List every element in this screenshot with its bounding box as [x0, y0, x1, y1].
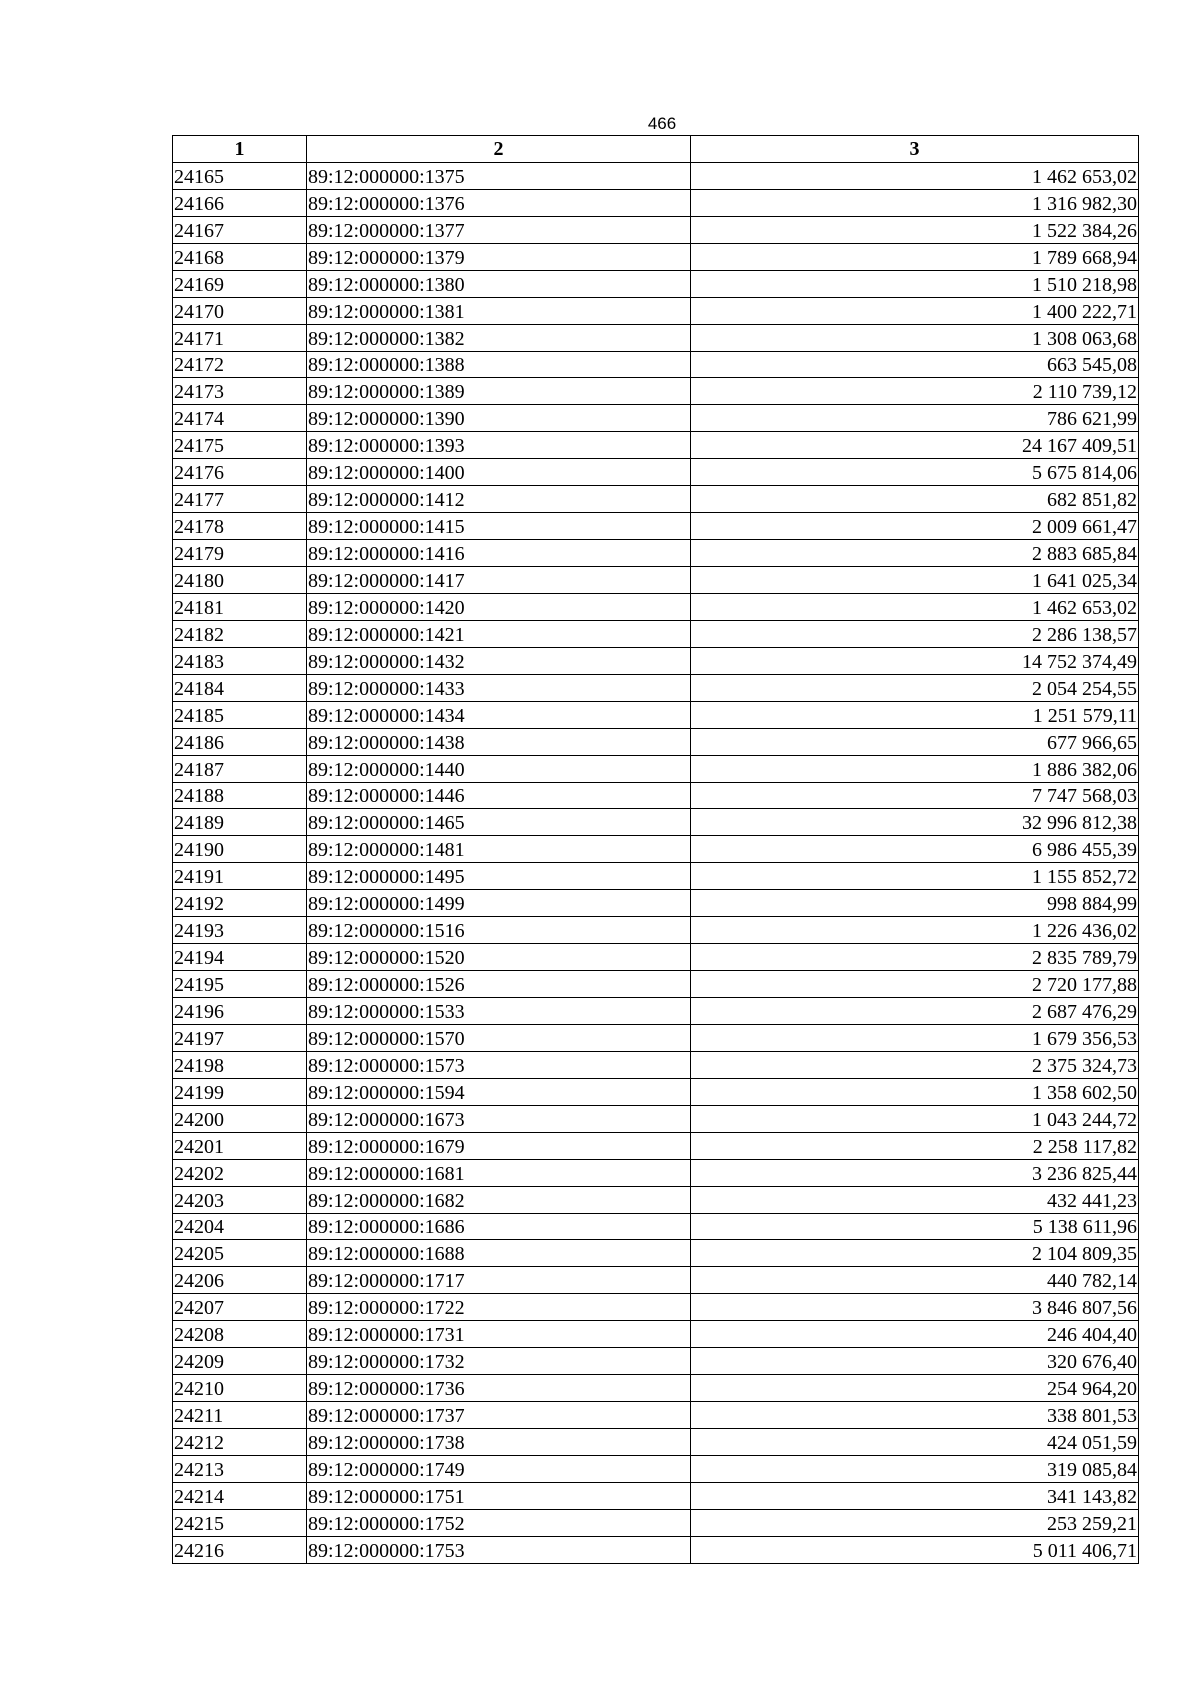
- table-row: [173, 944, 1139, 971]
- row-number-cell: 24216: [173, 1536, 307, 1563]
- cadastral-number-cell: 89:12:000000:1722: [307, 1294, 691, 1321]
- cadastral-number-cell: 89:12:000000:1749: [307, 1455, 691, 1482]
- table-row: [173, 513, 1139, 540]
- cadastral-number-cell: 89:12:000000:1375: [307, 162, 691, 189]
- cadastral-number-cell: 89:12:000000:1376: [307, 189, 691, 216]
- table-row: [173, 1267, 1139, 1294]
- cadastral-number-cell: 89:12:000000:1388: [307, 351, 691, 378]
- row-number-cell: 24209: [173, 1348, 307, 1375]
- cadastral-number-cell: 89:12:000000:1573: [307, 1051, 691, 1078]
- table-row: [173, 728, 1139, 755]
- cadastral-number-cell: 89:12:000000:1377: [307, 216, 691, 243]
- cadastral-number-cell: 89:12:000000:1520: [307, 944, 691, 971]
- table-row: [173, 593, 1139, 620]
- table-row: [173, 1186, 1139, 1213]
- table-row: [173, 324, 1139, 351]
- value-cell: 1 316 982,30: [691, 189, 1139, 216]
- table-row: [173, 674, 1139, 701]
- cadastral-number-cell: 89:12:000000:1751: [307, 1482, 691, 1509]
- value-cell: 424 051,59: [691, 1429, 1139, 1456]
- cadastral-number-cell: 89:12:000000:1389: [307, 378, 691, 405]
- cadastral-number-cell: 89:12:000000:1446: [307, 782, 691, 809]
- row-number-cell: 24175: [173, 432, 307, 459]
- row-number-cell: 24165: [173, 162, 307, 189]
- cadastral-number-cell: 89:12:000000:1380: [307, 270, 691, 297]
- row-number-cell: 24180: [173, 567, 307, 594]
- row-number-cell: 24167: [173, 216, 307, 243]
- row-number-cell: 24208: [173, 1321, 307, 1348]
- row-number-cell: 24172: [173, 351, 307, 378]
- value-cell: 1 462 653,02: [691, 162, 1139, 189]
- value-cell: 2 720 177,88: [691, 971, 1139, 998]
- cadastral-number-cell: 89:12:000000:1420: [307, 593, 691, 620]
- table-row: [173, 863, 1139, 890]
- row-number-cell: 24210: [173, 1375, 307, 1402]
- cadastral-number-cell: 89:12:000000:1594: [307, 1078, 691, 1105]
- row-number-cell: 24212: [173, 1429, 307, 1456]
- table-row: [173, 1051, 1139, 1078]
- cadastral-number-cell: 89:12:000000:1499: [307, 890, 691, 917]
- row-number-cell: 24213: [173, 1455, 307, 1482]
- row-number-cell: 24200: [173, 1105, 307, 1132]
- table-row: [173, 809, 1139, 836]
- value-cell: 1 462 653,02: [691, 593, 1139, 620]
- value-cell: 320 676,40: [691, 1348, 1139, 1375]
- table-row: [173, 836, 1139, 863]
- table-header-row: [173, 136, 1139, 163]
- value-cell: 7 747 568,03: [691, 782, 1139, 809]
- row-number-cell: 24169: [173, 270, 307, 297]
- table-row: [173, 567, 1139, 594]
- value-cell: 254 964,20: [691, 1375, 1139, 1402]
- table-row: [173, 782, 1139, 809]
- row-number-cell: 24205: [173, 1240, 307, 1267]
- value-cell: 432 441,23: [691, 1186, 1139, 1213]
- cadastral-number-cell: 89:12:000000:1412: [307, 486, 691, 513]
- cadastral-number-cell: 89:12:000000:1421: [307, 620, 691, 647]
- value-cell: 32 996 812,38: [691, 809, 1139, 836]
- row-number-cell: 24193: [173, 917, 307, 944]
- row-number-cell: 24197: [173, 1024, 307, 1051]
- cadastral-number-cell: 89:12:000000:1736: [307, 1375, 691, 1402]
- column-header-1: 1: [173, 136, 307, 163]
- value-cell: 5 011 406,71: [691, 1536, 1139, 1563]
- row-number-cell: 24188: [173, 782, 307, 809]
- cadastral-number-cell: 89:12:000000:1400: [307, 459, 691, 486]
- row-number-cell: 24203: [173, 1186, 307, 1213]
- table-row: [173, 459, 1139, 486]
- row-number-cell: 24196: [173, 998, 307, 1025]
- row-number-cell: 24214: [173, 1482, 307, 1509]
- table-row: [173, 1402, 1139, 1429]
- cadastral-number-cell: 89:12:000000:1432: [307, 647, 691, 674]
- value-cell: 1 155 852,72: [691, 863, 1139, 890]
- cadastral-number-cell: 89:12:000000:1382: [307, 324, 691, 351]
- table-row: [173, 1321, 1139, 1348]
- cadastral-number-cell: 89:12:000000:1731: [307, 1321, 691, 1348]
- cadastral-number-cell: 89:12:000000:1688: [307, 1240, 691, 1267]
- table-row: [173, 890, 1139, 917]
- cadastral-number-cell: 89:12:000000:1465: [307, 809, 691, 836]
- cadastral-number-cell: 89:12:000000:1686: [307, 1213, 691, 1240]
- row-number-cell: 24204: [173, 1213, 307, 1240]
- row-number-cell: 24206: [173, 1267, 307, 1294]
- cadastral-number-cell: 89:12:000000:1440: [307, 755, 691, 782]
- value-cell: 6 986 455,39: [691, 836, 1139, 863]
- row-number-cell: 24187: [173, 755, 307, 782]
- value-cell: 2 054 254,55: [691, 674, 1139, 701]
- row-number-cell: 24174: [173, 405, 307, 432]
- cadastral-number-cell: 89:12:000000:1434: [307, 701, 691, 728]
- value-cell: 1 641 025,34: [691, 567, 1139, 594]
- value-cell: 2 009 661,47: [691, 513, 1139, 540]
- row-number-cell: 24198: [173, 1051, 307, 1078]
- table-row: [173, 189, 1139, 216]
- value-cell: 2 110 739,12: [691, 378, 1139, 405]
- table-row: [173, 540, 1139, 567]
- table-row: [173, 1078, 1139, 1105]
- table-row: [173, 1429, 1139, 1456]
- cadastral-number-cell: 89:12:000000:1379: [307, 243, 691, 270]
- value-cell: 677 966,65: [691, 728, 1139, 755]
- row-number-cell: 24166: [173, 189, 307, 216]
- row-number-cell: 24207: [173, 1294, 307, 1321]
- row-number-cell: 24201: [173, 1132, 307, 1159]
- row-number-cell: 24189: [173, 809, 307, 836]
- value-cell: 1 251 579,11: [691, 701, 1139, 728]
- cadastral-number-cell: 89:12:000000:1737: [307, 1402, 691, 1429]
- cadastral-number-cell: 89:12:000000:1433: [307, 674, 691, 701]
- table-row: [173, 486, 1139, 513]
- table-row: [173, 647, 1139, 674]
- value-cell: 1 226 436,02: [691, 917, 1139, 944]
- row-number-cell: 24202: [173, 1159, 307, 1186]
- cadastral-number-cell: 89:12:000000:1481: [307, 836, 691, 863]
- cadastral-number-cell: 89:12:000000:1417: [307, 567, 691, 594]
- table-row: [173, 1159, 1139, 1186]
- row-number-cell: 24194: [173, 944, 307, 971]
- cadastral-number-cell: 89:12:000000:1381: [307, 297, 691, 324]
- row-number-cell: 24173: [173, 378, 307, 405]
- value-cell: 1 400 222,71: [691, 297, 1139, 324]
- value-cell: 2 104 809,35: [691, 1240, 1139, 1267]
- value-cell: 3 236 825,44: [691, 1159, 1139, 1186]
- cadastral-number-cell: 89:12:000000:1533: [307, 998, 691, 1025]
- value-cell: 5 138 611,96: [691, 1213, 1139, 1240]
- row-number-cell: 24184: [173, 674, 307, 701]
- row-number-cell: 24181: [173, 593, 307, 620]
- cadastral-number-cell: 89:12:000000:1390: [307, 405, 691, 432]
- page-number: 466: [647, 114, 677, 133]
- table-row: [173, 1105, 1139, 1132]
- table-row: [173, 297, 1139, 324]
- table-row: [173, 1509, 1139, 1536]
- table-row: [173, 432, 1139, 459]
- cadastral-number-cell: 89:12:000000:1732: [307, 1348, 691, 1375]
- cadastral-number-cell: 89:12:000000:1570: [307, 1024, 691, 1051]
- table-row: [173, 998, 1139, 1025]
- table-row: [173, 1455, 1139, 1482]
- row-number-cell: 24199: [173, 1078, 307, 1105]
- row-number-cell: 24177: [173, 486, 307, 513]
- table-row: [173, 1294, 1139, 1321]
- column-header-3: 3: [691, 136, 1139, 163]
- data-table: [172, 135, 1139, 1564]
- table-row: [173, 216, 1139, 243]
- cadastral-number-cell: 89:12:000000:1438: [307, 728, 691, 755]
- value-cell: 1 308 063,68: [691, 324, 1139, 351]
- table-row: [173, 1240, 1139, 1267]
- cadastral-number-cell: 89:12:000000:1717: [307, 1267, 691, 1294]
- table-row: [173, 1132, 1139, 1159]
- table-row: [173, 755, 1139, 782]
- cadastral-number-cell: 89:12:000000:1681: [307, 1159, 691, 1186]
- row-number-cell: 24182: [173, 620, 307, 647]
- value-cell: 2 687 476,29: [691, 998, 1139, 1025]
- cadastral-number-cell: 89:12:000000:1679: [307, 1132, 691, 1159]
- value-cell: 14 752 374,49: [691, 647, 1139, 674]
- cadastral-number-cell: 89:12:000000:1682: [307, 1186, 691, 1213]
- row-number-cell: 24195: [173, 971, 307, 998]
- value-cell: 786 621,99: [691, 405, 1139, 432]
- table-row: [173, 1375, 1139, 1402]
- table-row: [173, 243, 1139, 270]
- row-number-cell: 24170: [173, 297, 307, 324]
- value-cell: 1 522 384,26: [691, 216, 1139, 243]
- row-number-cell: 24171: [173, 324, 307, 351]
- row-number-cell: 24211: [173, 1402, 307, 1429]
- value-cell: 338 801,53: [691, 1402, 1139, 1429]
- table-row: [173, 1213, 1139, 1240]
- row-number-cell: 24178: [173, 513, 307, 540]
- value-cell: 24 167 409,51: [691, 432, 1139, 459]
- value-cell: 682 851,82: [691, 486, 1139, 513]
- table-row: [173, 1348, 1139, 1375]
- row-number-cell: 24215: [173, 1509, 307, 1536]
- value-cell: 1 679 356,53: [691, 1024, 1139, 1051]
- value-cell: 998 884,99: [691, 890, 1139, 917]
- value-cell: 253 259,21: [691, 1509, 1139, 1536]
- table-row: [173, 405, 1139, 432]
- cadastral-number-cell: 89:12:000000:1673: [307, 1105, 691, 1132]
- table-row: [173, 1482, 1139, 1509]
- cadastral-number-cell: 89:12:000000:1393: [307, 432, 691, 459]
- cadastral-number-cell: 89:12:000000:1415: [307, 513, 691, 540]
- value-cell: 663 545,08: [691, 351, 1139, 378]
- table-row: [173, 620, 1139, 647]
- cadastral-number-cell: 89:12:000000:1752: [307, 1509, 691, 1536]
- cadastral-number-cell: 89:12:000000:1753: [307, 1536, 691, 1563]
- value-cell: 440 782,14: [691, 1267, 1139, 1294]
- value-cell: 3 846 807,56: [691, 1294, 1139, 1321]
- table-row: [173, 351, 1139, 378]
- column-header-2: 2: [307, 136, 691, 163]
- row-number-cell: 24185: [173, 701, 307, 728]
- value-cell: 2 835 789,79: [691, 944, 1139, 971]
- table-row: [173, 971, 1139, 998]
- value-cell: 1 043 244,72: [691, 1105, 1139, 1132]
- value-cell: 5 675 814,06: [691, 459, 1139, 486]
- cadastral-number-cell: 89:12:000000:1495: [307, 863, 691, 890]
- row-number-cell: 24191: [173, 863, 307, 890]
- table-row: [173, 378, 1139, 405]
- table-row: [173, 701, 1139, 728]
- row-number-cell: 24179: [173, 540, 307, 567]
- value-cell: 2 375 324,73: [691, 1051, 1139, 1078]
- row-number-cell: 24190: [173, 836, 307, 863]
- row-number-cell: 24168: [173, 243, 307, 270]
- cadastral-number-cell: 89:12:000000:1416: [307, 540, 691, 567]
- value-cell: 246 404,40: [691, 1321, 1139, 1348]
- value-cell: 1 510 218,98: [691, 270, 1139, 297]
- row-number-cell: 24183: [173, 647, 307, 674]
- value-cell: 2 258 117,82: [691, 1132, 1139, 1159]
- cadastral-number-cell: 89:12:000000:1526: [307, 971, 691, 998]
- value-cell: 1 789 668,94: [691, 243, 1139, 270]
- table-row: [173, 270, 1139, 297]
- value-cell: 2 883 685,84: [691, 540, 1139, 567]
- table-row: [173, 917, 1139, 944]
- row-number-cell: 24186: [173, 728, 307, 755]
- value-cell: 2 286 138,57: [691, 620, 1139, 647]
- table-row: [173, 162, 1139, 189]
- value-cell: 341 143,82: [691, 1482, 1139, 1509]
- table-row: [173, 1024, 1139, 1051]
- value-cell: 319 085,84: [691, 1455, 1139, 1482]
- cadastral-number-cell: 89:12:000000:1738: [307, 1429, 691, 1456]
- cadastral-number-cell: 89:12:000000:1516: [307, 917, 691, 944]
- row-number-cell: 24176: [173, 459, 307, 486]
- row-number-cell: 24192: [173, 890, 307, 917]
- table-body: [173, 162, 1139, 1563]
- value-cell: 1 886 382,06: [691, 755, 1139, 782]
- value-cell: 1 358 602,50: [691, 1078, 1139, 1105]
- table-row: [173, 1536, 1139, 1563]
